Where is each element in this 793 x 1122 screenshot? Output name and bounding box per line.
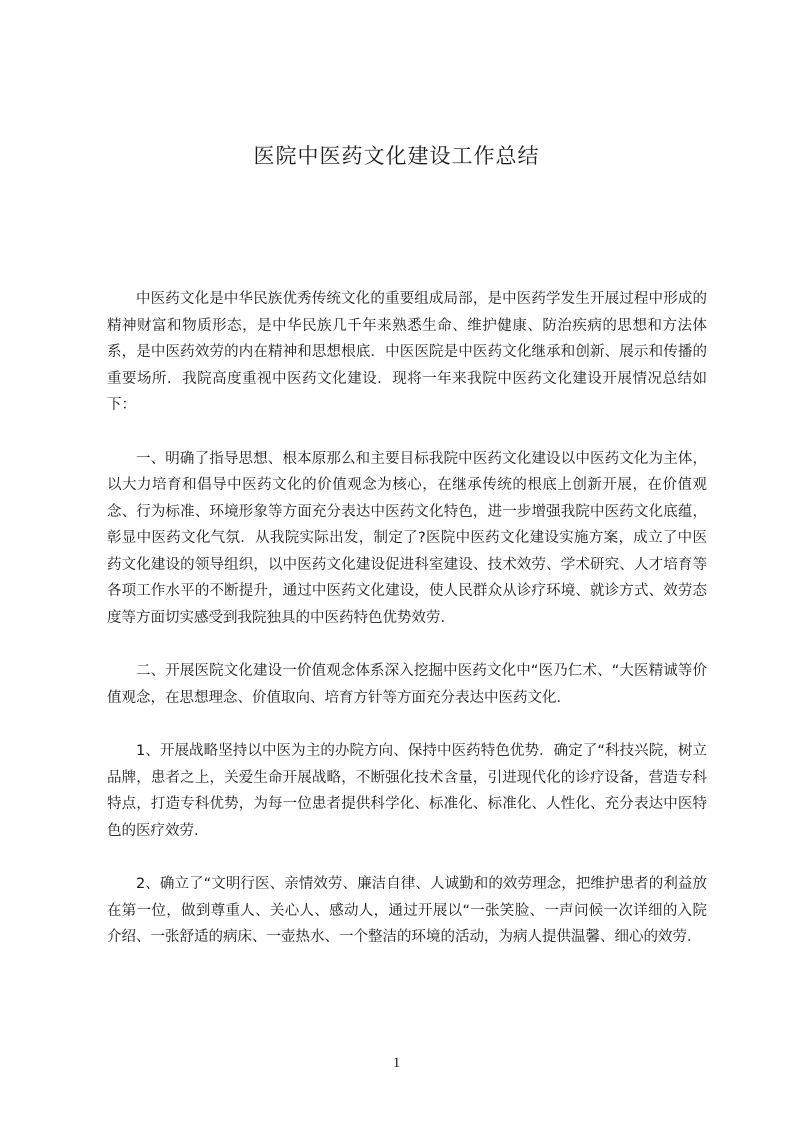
document-body (107, 286, 707, 978)
document-title: 医院中医药文化建设工作总结 (253, 144, 540, 168)
page-number: 1 (392, 1055, 401, 1071)
paragraph-item-1: 1、开展战略坚持以中医为主的办院方向、保持中医药特色优势．确定了“科技兴院，树立品牌，患者之上，关爱生命开展战略，不断强化技术含量，引进现代化的诊疗设备，营造专科特点，打造专科优势，为每一位患者提供科学化、标准化、标准化、人性化、充分表达中医特色的医疗效劳． (107, 743, 707, 839)
paragraph-item-2: 2、确立了“文明行医、亲情效劳、廉洁自律、人诚勤和的效劳理念，把维护患者的利益放在第一位，做到尊重人、关心人、感动人，通过开展以“一张笑脸、一声问候一次详细的入院介绍、一张舒适的病床、一壶热水、一个整洁的环境的活动，为病人提供温馨、细心的效劳． (107, 876, 707, 945)
paragraph-section-1: 一、明确了指导思想、根本原那么和主要目标我院中医药文化建设以中医药文化为主体，以大力培育和倡导中医药文化的价值观念为核心，在继承传统的根底上创新开展，在价值观念、行为标准、环境形象等方面充分表达中医药文化特色，进一步增强我院中医药文化底蕴，彰显中医药文化气氛．从我院实际出发，制定了?医院中医药文化建设实施方案，成立了中医药文化建设的领导组织，以中医药文化建设促进科室建设、技术效劳、学术研究、人才培育等各项工作水平的不断提升，通过中医药文化建设，使人民群众从诊疗环境、就诊方式、效劳态度等方面切实感受到我院独具的中医药特色优势效劳． (107, 450, 707, 626)
paragraph-section-2: 二、开展医院文化建设一价值观念体系深入挖掘中医药文化中“医乃仁术、“大医精诚等价值观念，在思想理念、价值取向、培育方针等方面充分表达中医药文化． (107, 663, 707, 706)
paragraph-intro: 中医药文化是中华民族优秀传统文化的重要组成局部，是中医药学发生开展过程中形成的精神财富和物质形态，是中华民族几千年来熟悉生命、维护健康、防治疾病的思想和方法体系，是中医药效劳的内在精神和思想根底．中医医院是中医药文化继承和创新、展示和传播的重要场所．我院高度重视中医药文化建设．现将一年来我院中医药文化建设开展情况总结如下： (107, 291, 707, 413)
